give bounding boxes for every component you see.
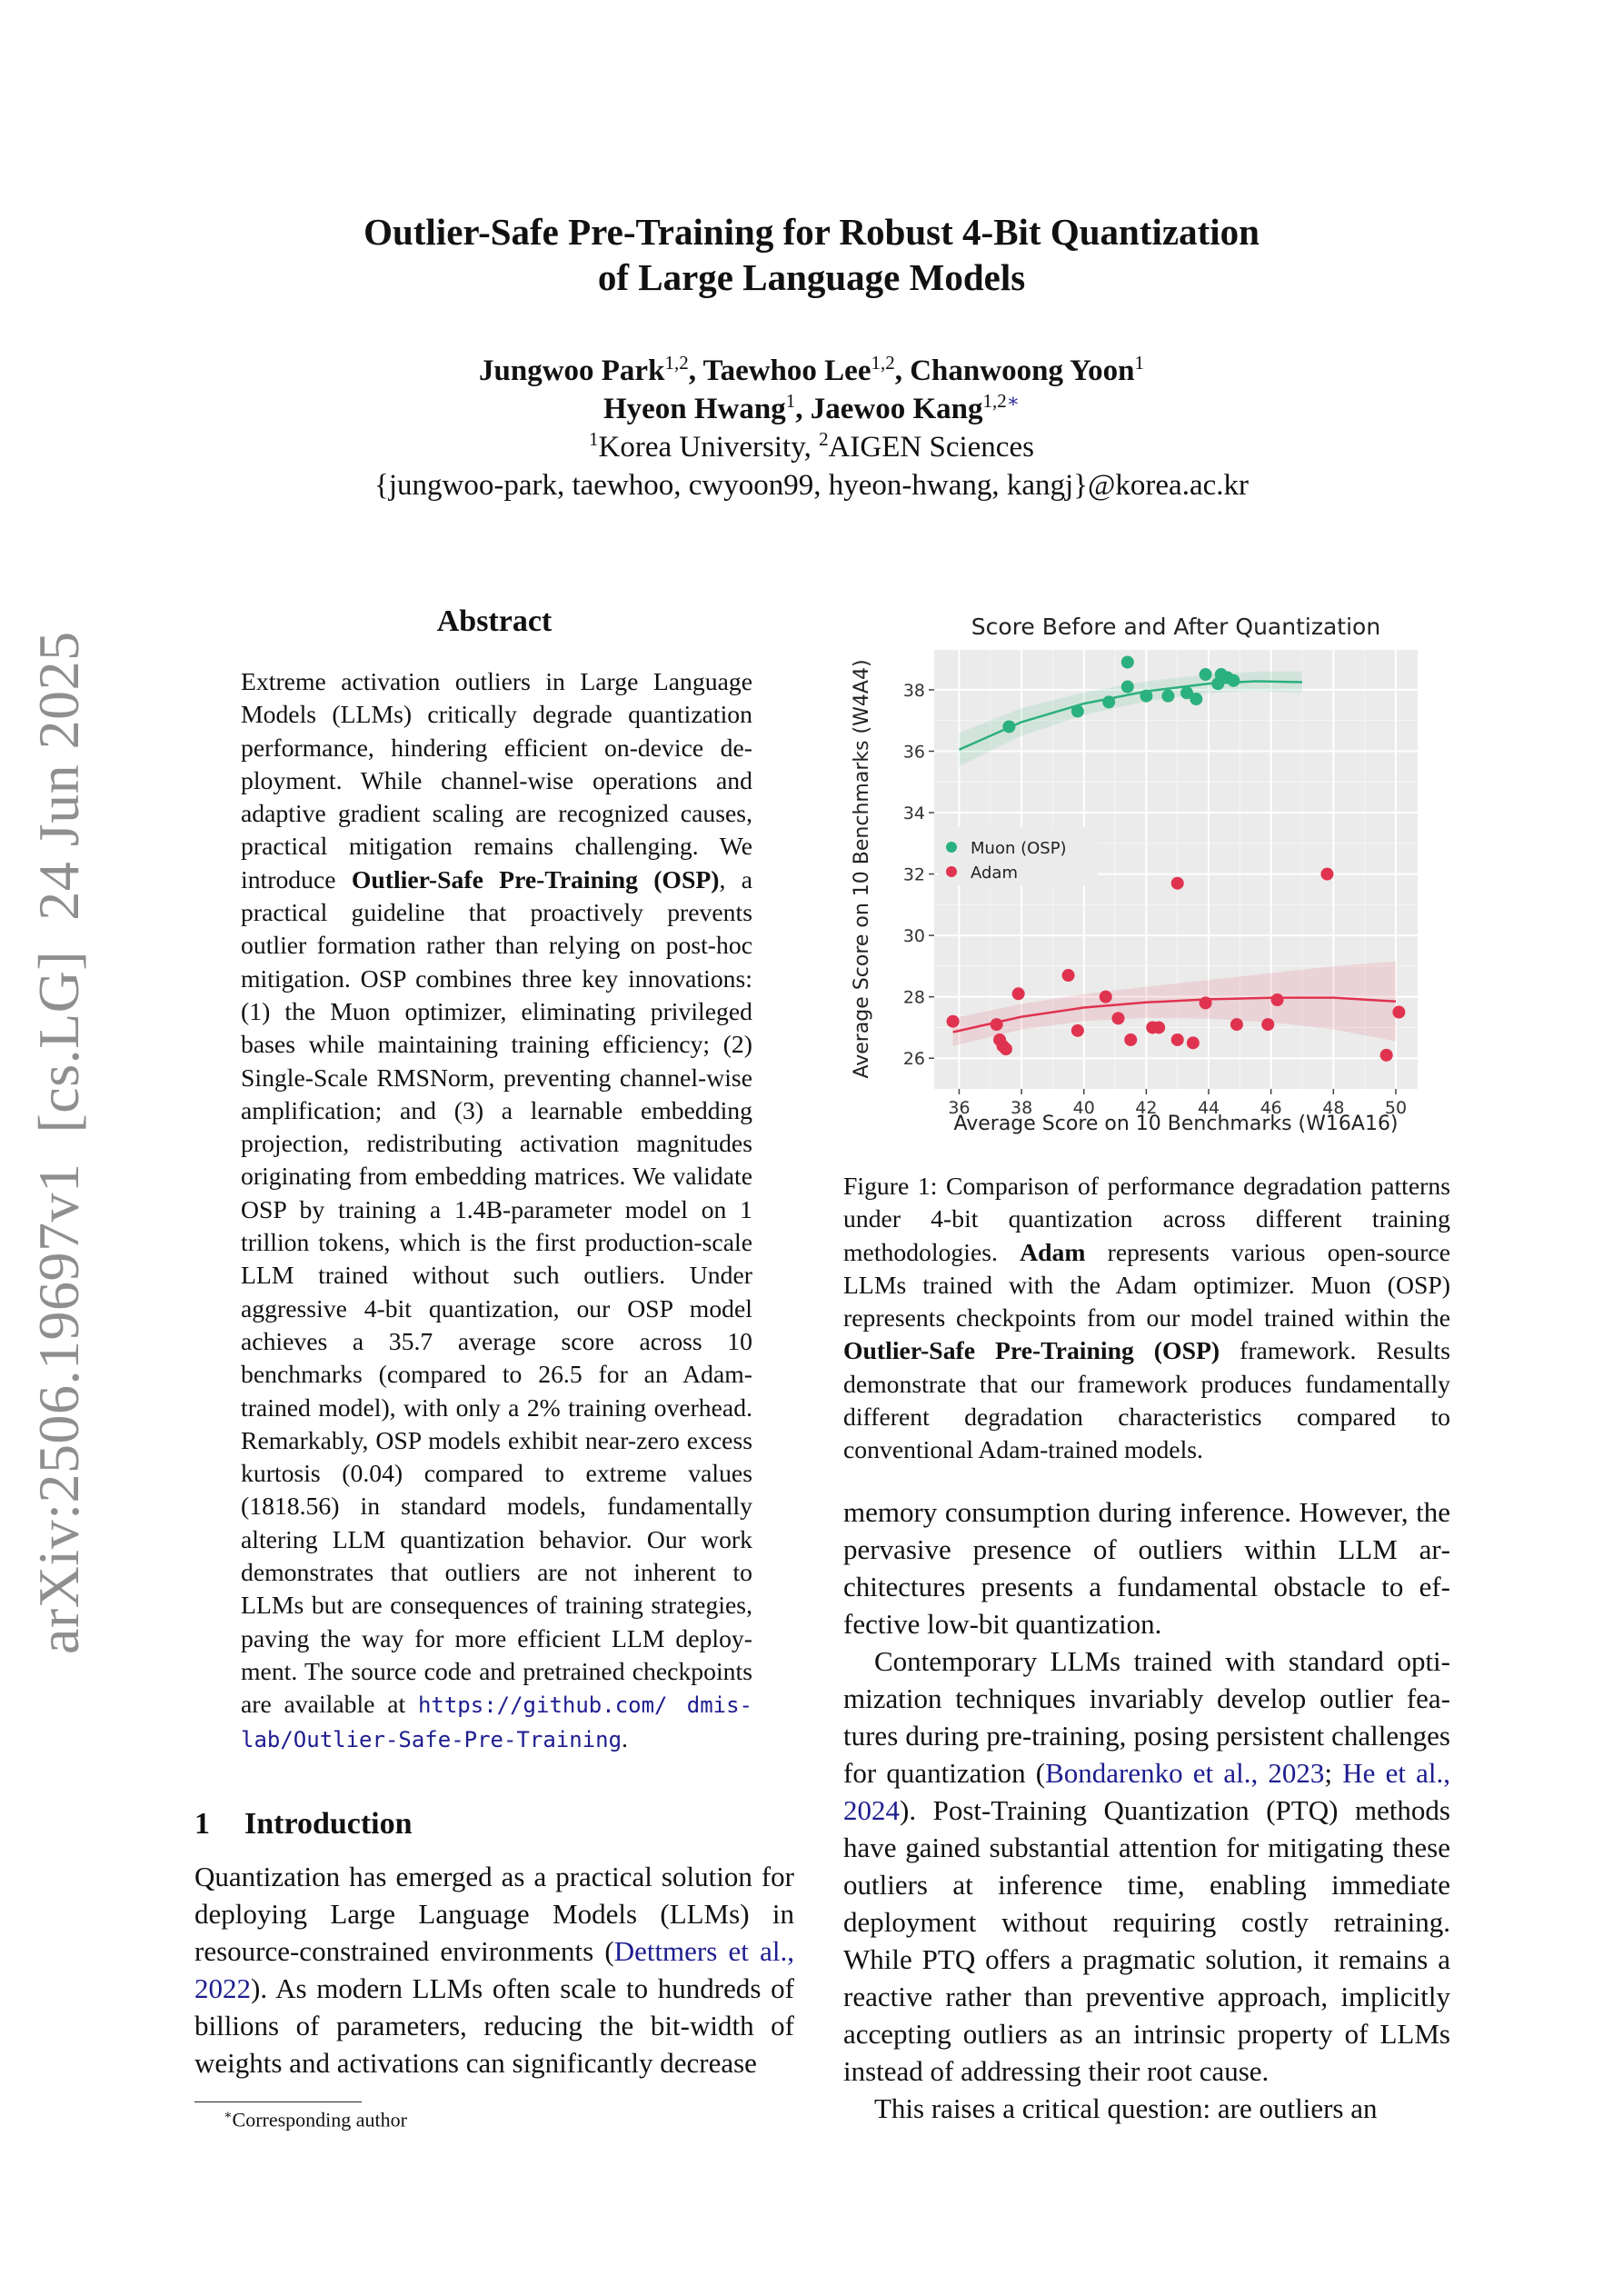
y-tick-label: 38 — [902, 680, 925, 701]
data-point — [1200, 668, 1212, 681]
data-point — [1100, 991, 1112, 1003]
y-tick-label: 28 — [902, 987, 925, 1008]
abstract-body: Extreme activation outliers in Large Language Models (LLMs) critically degrade quantization performance, hindering efficient on-device deployment. While channel-wise operations and adaptive gradient scaling are recognized causes, practical mitigation remains challenging. We introduce Outlier-Safe Pre-Training (OSP), a practical guideline that proactively prevents outlier formation rather than relying on post-hoc mitigation. OSP combines three key innovations: (1) the Muon optimizer, eliminating privileged bases while maintaining training efficiency; (2) Single-Scale RMSNorm, preventing channel-wise amplification; and (3) a learnable embedding projection, redistributing activation magnitudes originating from embedding matrices. We validate OSP by training a 1.4B-parameter model on 1 trillion tokens, which is the first production-scale LLM trained without such outliers. Under aggressive 4-bit quantization, our OSP model achieves a 35.7 average score across 10 benchmarks (compared to 26.5 for an Adam-trained model), with only a 2% training overhead. Remarkably, OSP models exhibit near-zero excess kurtosis (0.04) compared to extreme values (1818.56) in standard models, fundamentally altering LLM quantization behavior. Our work demonstrates that outliers are not inherent to LLMs but are consequences of training strategies, paving the way for more efficient LLM deployment. The source code and pretrained checkpoints are available at https://github.com/ dmis-lab/Outlier-Safe-Pre-Training. — [241, 667, 753, 1752]
data-point — [1121, 656, 1134, 669]
x-tick-label: 46 — [1260, 1098, 1282, 1118]
legend-label-adam: Adam — [971, 863, 1018, 883]
abstract-heading: Abstract — [436, 604, 553, 638]
data-point — [1227, 674, 1240, 687]
corresponding-author-mark[interactable]: ∗ — [1006, 390, 1021, 412]
x-axis-label: Average Score on 10 Benchmarks (W16A16) — [953, 1113, 1399, 1135]
author-affiliation: 1 — [785, 390, 796, 412]
footnote — [224, 2108, 407, 2131]
data-point — [1392, 1006, 1405, 1019]
title-line-1: Outlier-Safe Pre-Training for Robust 4-Bit Quantization — [363, 211, 1260, 253]
footnote-rule — [194, 2101, 362, 2102]
author-emails: {jungwoo-park, taewhoo, cwyoon99, hyeon-hwang, kangj}@korea.ac.kr — [374, 469, 1249, 502]
data-point — [1071, 705, 1084, 718]
y-tick-label: 26 — [902, 1049, 925, 1070]
footnote-text: Corresponding author — [232, 2108, 407, 2131]
author-name: Hyeon Hwang — [602, 393, 786, 425]
legend-label-muon: Muon (OSP) — [971, 839, 1067, 858]
citation-he[interactable]: He et al., 2024 — [843, 1757, 1451, 1826]
data-point — [1012, 987, 1025, 1000]
data-point — [1161, 690, 1174, 703]
figure-caption: Figure 1: Comparison of performance degradation patterns under 4-bit quantization across different training methodologies. Adam represents various open-source LLMs trained with the Adam optimizer. Muon (OSP) represents checkpoints from our model trained within the Outlier-Safe Pre-Training (OSP) framework. Results demonstrate that our framework produces fundamentally different degradation characteristics compared to conventional Adam-trained models. — [843, 1172, 1450, 1464]
author-name: Taewhoo Lee — [702, 354, 871, 387]
paper-title — [182, 209, 1441, 300]
section-title: Introduction — [244, 1807, 413, 1841]
y-tick-label: 32 — [902, 864, 925, 885]
chart-legend — [939, 827, 1098, 885]
chart-title: Score Before and After Quantization — [971, 614, 1381, 640]
data-point — [1140, 690, 1152, 703]
data-point — [1152, 1021, 1165, 1033]
author-affiliation: 1,2 — [982, 390, 1007, 412]
affiliation-1: Korea University, — [598, 431, 820, 464]
data-point — [947, 1015, 960, 1028]
author-name: Jungwoo Park — [478, 354, 665, 387]
x-tick-label: 38 — [1011, 1098, 1033, 1118]
citation-bondarenko[interactable]: Bondarenko et al., 2023 — [1045, 1757, 1325, 1789]
data-point — [1190, 693, 1202, 705]
x-tick-label: 50 — [1384, 1098, 1408, 1118]
legend-marker-adam — [946, 866, 957, 877]
data-point — [1261, 1018, 1274, 1031]
authors-line-1: Jungwoo Park$^{1,2}$, Taewhoo Lee$^{1,2}$, Chanwoong Yoon$^1$ — [478, 352, 1144, 387]
legend-marker-muon — [946, 842, 957, 853]
intro-paragraph-1: Quantization has emerged as a practical solution for deploying Large Language Models (LLMs) in resource-constrained environments (Dettmers et al., 2022). As modern LLMs often scale to hundreds of billions of parameters, reducing the bit-width of weights and activations can significantly decrease — [194, 1861, 794, 2079]
author-affiliation: 1,2 — [664, 352, 689, 374]
intro-paragraph-3: This raises a critical question: are outliers an — [874, 2092, 1378, 2124]
data-point — [1271, 993, 1284, 1006]
data-point — [1187, 1036, 1200, 1049]
github-link[interactable]: https://github.com/ dmis-lab/Outlier-Safe-Pre-Training — [241, 1692, 753, 1752]
data-point — [1171, 1033, 1184, 1046]
data-point — [1000, 1043, 1012, 1055]
author-affiliation: 1,2 — [871, 352, 895, 374]
y-axis-label: Average Score on 10 Benchmarks (W4A4) — [851, 659, 873, 1079]
data-point — [1062, 969, 1075, 982]
data-point — [1002, 720, 1015, 733]
y-tick-label: 36 — [902, 742, 925, 763]
y-tick-label: 30 — [902, 926, 925, 947]
data-point — [1112, 1012, 1125, 1024]
data-point — [1320, 868, 1333, 881]
x-tick-label: 44 — [1197, 1098, 1220, 1118]
y-tick-label: 34 — [902, 804, 925, 824]
score-scatter-chart — [843, 604, 1450, 1150]
intro-paragraph-2: Contemporary LLMs trained with standard optimization techniques invariably develop outlier features during pre-training, posing persistent challenges for quantization (Bondarenko et al., 2023; He et al., 2024). Post-Training Quantization (PTQ) methods have gained substantial attention for mitigating these outliers at inference time, enabling immediate deployment without requiring costly retraining. While PTQ offers a pragmatic solution, it remains a reactive rather than preventive approach, implicitly accepting outliers as an intrinsic property of LLMs instead of addressing their root cause. — [843, 1645, 1451, 2087]
intro-right-column — [843, 1493, 1450, 2127]
data-point — [1380, 1049, 1393, 1062]
x-tick-label: 48 — [1322, 1098, 1345, 1118]
x-tick-label: 40 — [1072, 1098, 1095, 1118]
data-point — [1171, 877, 1184, 890]
author-block — [182, 352, 1441, 504]
data-point — [1230, 1018, 1243, 1031]
intro-left-column — [194, 1858, 794, 2081]
arxiv-identifier: arXiv:2506.19697v1 [cs.LG] 24 Jun 2025 — [26, 631, 91, 1654]
data-point — [991, 1018, 1003, 1031]
osp-term: Outlier-Safe Pre-Training (OSP) — [351, 864, 720, 893]
section-number: 1 — [194, 1807, 210, 1841]
author-name: Jaewoo Kang — [810, 393, 983, 425]
data-point — [1124, 1033, 1137, 1046]
data-point — [1071, 1024, 1084, 1037]
data-point — [1102, 695, 1115, 708]
data-point — [1121, 681, 1134, 694]
title-line-2: of Large Language Models — [597, 256, 1026, 298]
intro-paragraph-1-continued: memory consumption during inference. However, the pervasive presence of outliers within LLM architectures presents a fundamental obstacle to effective low-bit quantization. — [843, 1496, 1450, 1640]
author-name: Chanwoong Yoon — [910, 354, 1135, 387]
x-tick-label: 42 — [1135, 1098, 1158, 1118]
citation-dettmers[interactable]: Dettmers et al., 2022 — [194, 1935, 794, 2004]
author-affiliation: 1 — [1134, 352, 1144, 374]
x-tick-label: 36 — [948, 1098, 971, 1118]
authors-line-2: Hyeon Hwang$^1$, Jaewoo Kang$^{1,2∗}$ — [602, 390, 1021, 425]
footnote-mark: ∗ — [224, 2109, 233, 2122]
data-point — [1200, 996, 1212, 1009]
section-heading — [194, 1807, 413, 1842]
affiliations: $^1$Korea University, $^2$AIGEN Sciences — [589, 428, 1034, 464]
affiliation-2: AIGEN Sciences — [828, 431, 1034, 464]
